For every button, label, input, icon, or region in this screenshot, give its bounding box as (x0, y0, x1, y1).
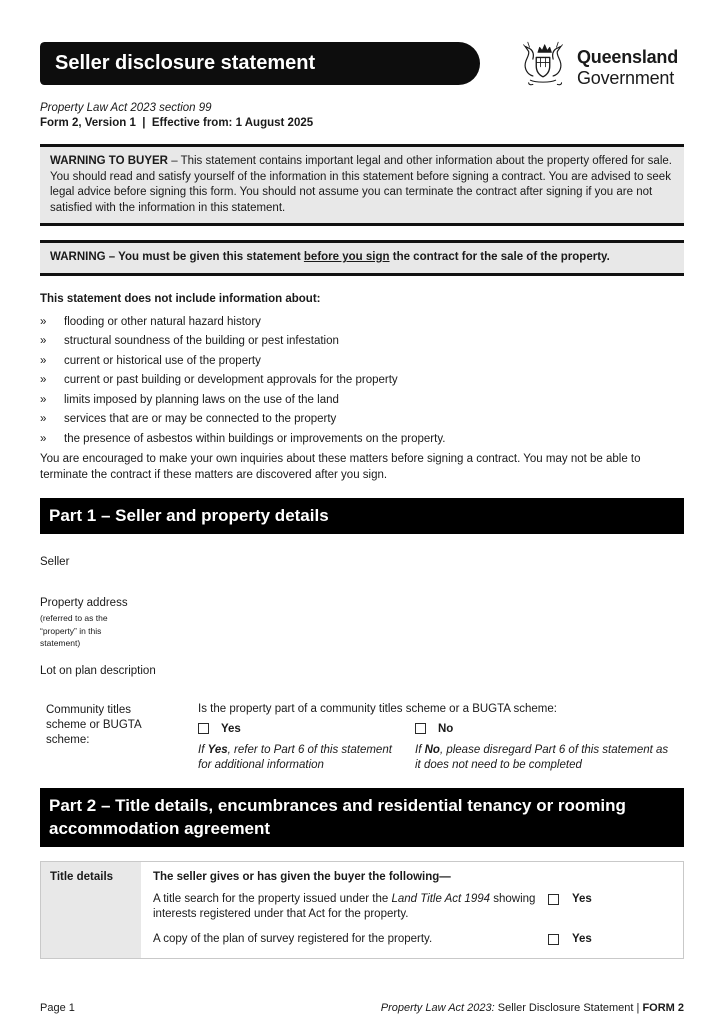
yes-checkbox[interactable] (198, 723, 209, 734)
bullet-marker: » (40, 432, 47, 445)
list-item (40, 374, 684, 386)
plan-survey-yes-label: Yes (572, 932, 592, 945)
seller-field-label: Seller (40, 556, 70, 568)
footer-doc-title: Seller Disclosure Statement | (497, 1002, 640, 1014)
list-item (40, 316, 684, 328)
bullet-marker: » (40, 315, 47, 328)
yes-note-pre: If (198, 743, 205, 756)
logo-line2: Government (577, 67, 675, 88)
property-address-note: (referred to as the “property” in this statement) (40, 613, 108, 648)
page-title: Seller disclosure statement (40, 42, 480, 85)
list-item (40, 413, 684, 425)
warning-to-buyer-box (40, 144, 684, 226)
footer-act-name: Property Law Act 2023: (380, 1002, 495, 1014)
form-version-line: Form 2, Version 1 | Effective from: 1 August 2025 (40, 117, 314, 129)
list-item (40, 394, 684, 406)
list-item (40, 355, 684, 367)
cts-yes-option (198, 723, 415, 735)
community-titles-section (46, 703, 684, 773)
warning-before-sign-prefix: WARNING – You must be given this statement (50, 251, 301, 263)
yes-option-label: Yes (221, 722, 241, 735)
no-option-label: No (438, 722, 454, 735)
bullet-marker: » (40, 413, 47, 425)
warning-before-sign-underlined: before you sign (303, 251, 390, 263)
plan-survey-text: A copy of the plan of survey registered for the property. (153, 932, 433, 945)
list-item-text: flooding or other natural hazard history (64, 315, 261, 328)
title-details-intro: The seller gives or has given the buyer the following— (153, 870, 451, 883)
no-checkbox[interactable] (415, 723, 426, 734)
list-item-text: limits imposed by planning laws on the use of the land (64, 393, 339, 406)
warning-to-buyer-label: WARNING TO BUYER (50, 155, 168, 167)
list-item-text: services that are or may be connected to the property (64, 413, 337, 425)
no-note-bold: No (424, 743, 440, 756)
not-included-heading: This statement does not include information about: (40, 292, 321, 305)
community-titles-question: Is the property part of a community titles scheme or a BUGTA scheme: (198, 702, 557, 715)
title-search-post: showing interests registered under that Act for the property. (153, 892, 536, 920)
logo-line1: Queensland (577, 46, 679, 67)
qld-coat-of-arms-icon (516, 36, 570, 99)
community-titles-label: Community titles scheme or BUGTA scheme: (46, 703, 142, 746)
title-details-table (40, 861, 684, 960)
title-search-pre: A title search for the property issued under the (153, 892, 389, 905)
title-search-text (153, 892, 540, 923)
property-address-field-label: Property address (40, 597, 128, 609)
list-item (40, 433, 684, 445)
bullet-marker: » (40, 354, 47, 367)
yes-note-bold: Yes (207, 743, 228, 756)
no-note-pre: If (415, 743, 422, 756)
plan-survey-answer (548, 932, 592, 948)
page-footer (40, 1002, 684, 1014)
yes-note-post: , refer to Part 6 of this statement for additional information (198, 743, 392, 771)
list-item-text: current or historical use of the property (64, 354, 261, 367)
list-item-text: structural soundness of the building or pest infestation (64, 335, 339, 347)
warning-before-sign-box (40, 240, 684, 276)
footer-form-number: FORM 2 (642, 1002, 684, 1014)
list-item (40, 335, 684, 347)
bullet-marker: » (40, 374, 47, 386)
title-search-yes-checkbox[interactable] (548, 894, 559, 905)
part1-heading: Part 1 – Seller and property details (40, 498, 684, 534)
warning-to-buyer-text: – This statement contains important legal and other information about the property offered for sale. You should read and satisfy yourself of the information in this statement before signing a contract. You are advised to seek legal advice before signing this form. You should not assume you can terminate the contract after signing if you are not satisfied with the information in this statement. (50, 155, 672, 214)
title-search-act-name: Land Title Act 1994 (391, 892, 491, 905)
page-number: Page 1 (40, 1002, 75, 1014)
title-search-answer (548, 892, 592, 923)
bullet-marker: » (40, 335, 47, 347)
title-search-yes-label: Yes (572, 892, 592, 905)
bullet-marker: » (40, 393, 47, 406)
no-note-post: , please disregard Part 6 of this statement as it does not need to be completed (415, 743, 669, 771)
cts-no-option (415, 723, 453, 735)
footer-document-reference (381, 1002, 684, 1014)
title-details-row-label: Title details (41, 862, 141, 959)
part2-heading: Part 2 – Title details, encumbrances and residential tenancy or rooming accommodation agreement (40, 788, 684, 847)
table-row (153, 932, 673, 948)
table-row (153, 892, 673, 923)
no-note (415, 743, 673, 773)
logo-text (577, 47, 678, 89)
not-included-closing: You are encouraged to make your own inquiries about these matters before signing a contract. You may not be able to terminate the contract if these matters are discovered after you sign. (40, 453, 641, 481)
list-item-text: the presence of asbestos within buildings or improvements on the property. (64, 432, 446, 445)
list-item-text: current or past building or development approvals for the property (64, 374, 398, 386)
not-included-list (40, 316, 684, 445)
lot-on-plan-field-label: Lot on plan description (40, 664, 156, 677)
queensland-government-logo (516, 36, 678, 99)
act-reference: Property Law Act 2023 section 99 (40, 102, 212, 114)
plan-survey-yes-checkbox[interactable] (548, 934, 559, 945)
warning-before-sign-suffix: the contract for the sale of the property. (392, 251, 610, 263)
yes-note (198, 743, 415, 773)
